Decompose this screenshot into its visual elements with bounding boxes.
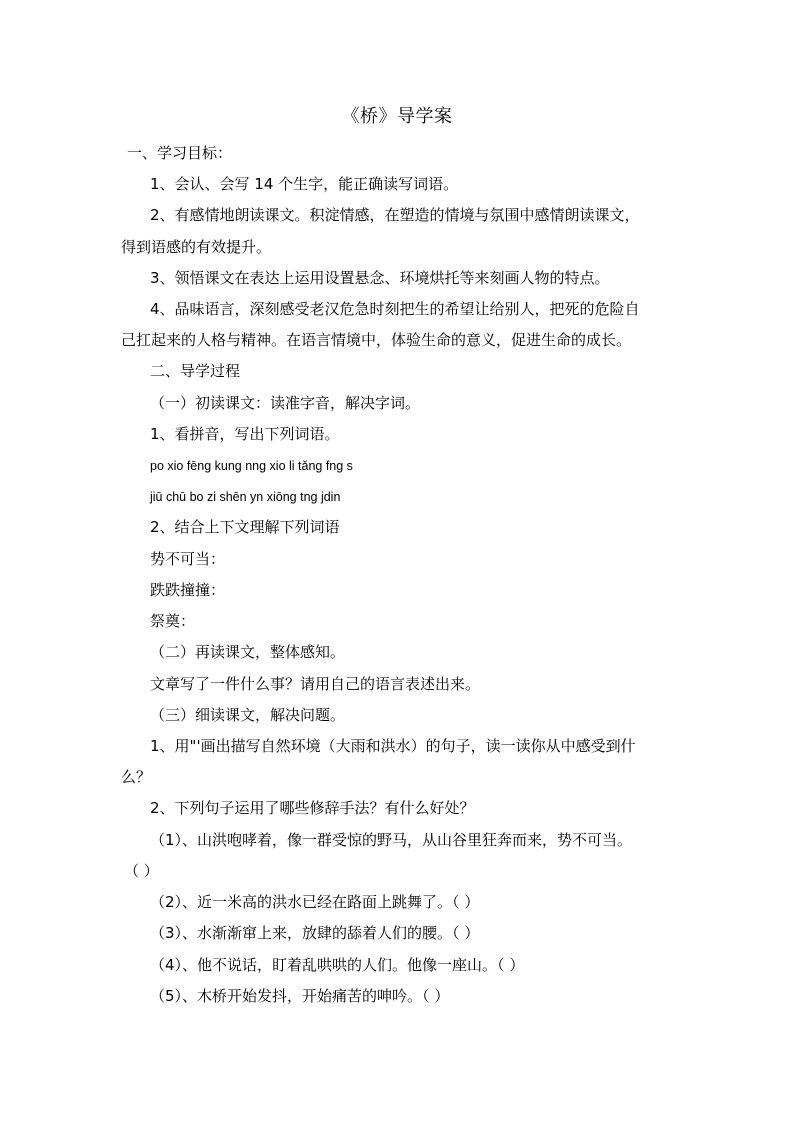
- sentence-2: （2）、近一米高的洪水已经在路面上跳舞了。（ ）: [150, 893, 480, 911]
- part2-question: 文章写了一件什么事？请用自己的语言表述出来。: [150, 675, 481, 693]
- part3-heading: （三）细读课文，解决问题。: [150, 706, 346, 724]
- pinyin-line-2: jiū chū bo zi shēn yn xiōng tng jdin: [150, 490, 341, 504]
- word-1: 势不可当：: [150, 550, 226, 568]
- sentence-1-line-2: （ ）: [124, 862, 159, 880]
- part1-heading: （一）初读课文：读准字音，解决字词。: [150, 394, 421, 412]
- section2-heading: 二、导学过程: [150, 362, 241, 380]
- section1-heading: 一、学习目标：: [127, 144, 233, 162]
- question-3-1-line-1: 1、用"'画出描写自然环境（大雨和洪水）的句子，读一读你从中感受到什: [150, 737, 636, 755]
- pinyin-line-1: po xio fēng kung nng xio li tǎng fng s: [150, 459, 353, 473]
- goal-3: 3、领悟课文在表达上运用设置悬念、环境烘托等来刻画人物的特点。: [150, 269, 610, 287]
- goal-1: 1、会认、会写 14 个生字，能正确读写词语。: [150, 175, 459, 193]
- goal-4-line-2: 己扛起来的人格与精神。在语言情境中，体验生命的意义，促进生命的成长。: [121, 331, 632, 349]
- part2-heading: （二）再读课文，整体感知。: [150, 643, 346, 661]
- sentence-5: （5）、木桥开始发抖，开始痛苦的呻吟。（ ）: [150, 987, 450, 1005]
- goal-4-line-1: 4、品味语言，深刻感受老汉危急时刻把生的希望让给别人，把死的危险自: [150, 300, 640, 318]
- question-3-1-line-2: 么？: [121, 768, 152, 786]
- question-1-1: 1、看拼音，写出下列词语。: [150, 425, 340, 443]
- goal-2-line-1: 2、有感情地朗读课文。积淀情感，在塑造的情境与氛围中感情朗读课文，: [150, 206, 640, 224]
- question-1-2: 2、结合上下文理解下列词语: [150, 518, 340, 536]
- sentence-3: （3）、水渐渐窜上来，放肆的舔着人们的腰。（ ）: [150, 924, 480, 942]
- goal-2-line-2: 得到语感的有效提升。: [121, 238, 272, 256]
- word-3: 祭奠：: [150, 612, 196, 630]
- document-title: 《桥》导学案: [341, 106, 453, 127]
- question-3-2: 2、下列句子运用了哪些修辞手法？有什么好处？: [150, 799, 475, 817]
- word-2: 跌跌撞撞：: [150, 581, 226, 599]
- sentence-1-line-1: （1）、山洪咆哮着，像一群受惊的野马，从山谷里狂奔而来，势不可当。: [150, 831, 633, 849]
- sentence-4: （4）、他不说话，盯着乱哄哄的人们。他像一座山。（ ）: [150, 956, 525, 974]
